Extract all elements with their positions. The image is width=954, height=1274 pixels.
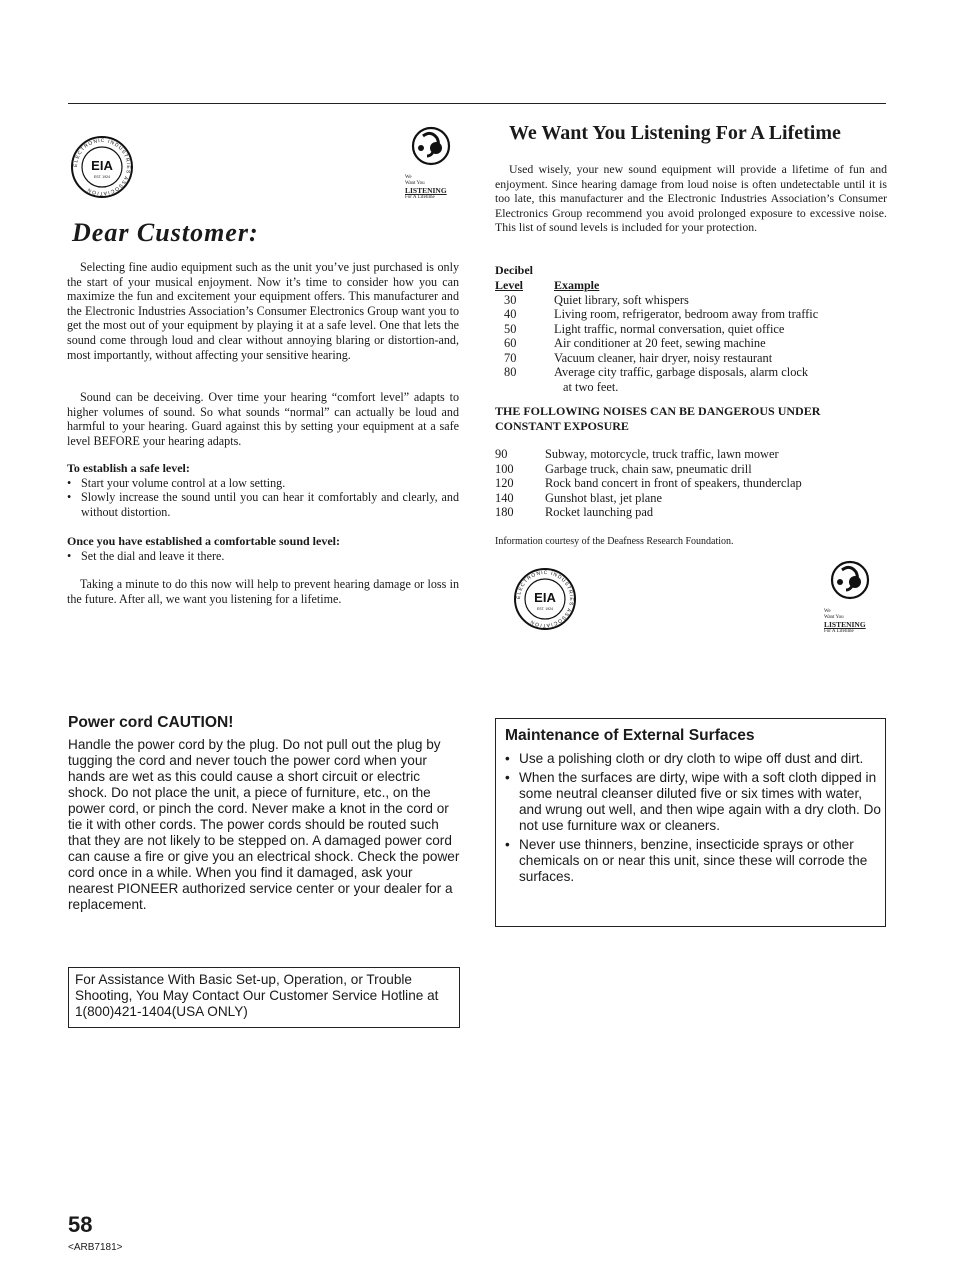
- ear-headphones-icon: [405, 126, 457, 170]
- list-item: • Set the dial and leave it there.: [67, 549, 459, 564]
- intro-paragraph: Selecting fine audio equipment such as the unit you’ve just purchased is only the start of your musical enjoyment. Now it’s time to consider how you can maximize the fun and excitement your equipment offers. This manufacturer and the Electronic Industries Association’s Consumer Electronics Group want you to get the most out of your equipment by playing it at a safe level. One that lets the sound come through loud and clear without annoying blaring or distortion-and, most importantly, without affecting your sensitive hearing.: [67, 260, 459, 362]
- comfortable-level-section: [67, 534, 459, 563]
- svg-text:EIA: EIA: [534, 590, 556, 605]
- table-row: 40 Living room, refrigerator, bedroom away from traffic: [504, 307, 819, 321]
- danger-table: [495, 447, 887, 520]
- page-number: 58: [68, 1212, 93, 1237]
- assistance-box: [68, 967, 460, 1028]
- safe-level-section: [67, 461, 459, 519]
- safe-level-heading: To establish a safe level:: [67, 461, 190, 475]
- top-rule: [68, 103, 886, 104]
- power-cord-body: Handle the power cord by the plug. Do not pull out the plug by tugging the cord and never touch the power cord when your hands are wet as this could cause a short circuit or electric shock. Do not place the unit, a piece of furniture, etc., on the power cord, or pinch the cord. Never make a knot in the cord or tie it with other cords. The power cords should be routed such that they are not likely to be stepped on. A damaged power cord can cause a fire or give you an electrical shock. Check the power cord once in a while. When you find it damaged, ask your nearest PIONEER authorized service center or your dealer for a replacement.: [68, 737, 460, 912]
- ear-headphones-icon: [824, 560, 876, 604]
- list-item: • Slowly increase the sound until you can hear it comfortably and clearly, and without distortion.: [67, 490, 459, 519]
- table-row: 80 Average city traffic, garbage disposals, alarm clock: [504, 365, 809, 379]
- table-row: 60 Air conditioner at 20 feet, sewing machine: [504, 336, 766, 350]
- table-row: 70 Vacuum cleaner, hair dryer, noisy restaurant: [504, 350, 773, 365]
- maintenance-title: Maintenance of External Surfaces: [505, 727, 755, 744]
- table-row: 30 Quiet library, soft whispers: [504, 292, 689, 307]
- document-id: <ARB7181>: [68, 1242, 123, 1253]
- lifetime-intro: Used wisely, your new sound equipment will provide a lifetime of fun and enjoyment. Since hearing damage from loud noise is often undetectable until it is too late, this manufacturer and the Electronic Industries Association’s Consumer Electronics Group recommend you avoid prolonged exposure to excessive noise. This list of sound levels is included for your protection.: [495, 162, 887, 234]
- lifetime-title: We Want You Listening For A Lifetime: [509, 122, 841, 144]
- eia-logo: [514, 568, 576, 630]
- level-header: Level: [495, 278, 523, 292]
- list-item: • Never use thinners, benzine, insecticide sprays or other chemicals on or near this unit, since these will corrode the surfaces.: [505, 837, 883, 885]
- table-row: 100 Garbage truck, chain saw, pneumatic drill: [495, 461, 752, 476]
- list-item: • Use a polishing cloth or dry cloth to wipe off dust and dirt.: [505, 751, 883, 767]
- eia-logo: [71, 136, 133, 198]
- courtesy-note: Information courtesy of the Deafness Research Foundation.: [495, 536, 734, 547]
- decibel-table: [495, 263, 887, 394]
- danger-heading: THE FOLLOWING NOISES CAN BE DANGEROUS UNDER CONSTANT EXPOSURE: [495, 404, 821, 433]
- svg-text:ELECTRONIC INDUSTRIES ASSOCIAT: ELECTRONIC INDUSTRIES ASSOCIATION: [515, 569, 575, 629]
- svg-text:EST. 1924: EST. 1924: [93, 175, 111, 179]
- dear-customer-heading: Dear Customer:: [72, 218, 259, 247]
- svg-text:EST. 1924: EST. 1924: [536, 607, 554, 611]
- list-item: • Start your volume control at a low setting.: [67, 476, 459, 491]
- svg-text:ELECTRONIC INDUSTRIES ASSOCIAT: ELECTRONIC INDUSTRIES ASSOCIATION: [72, 137, 132, 197]
- table-row: at two feet.: [563, 379, 619, 394]
- closing-paragraph: Taking a minute to do this now will help to prevent hearing damage or loss in the future. After all, we want you listening for a lifetime.: [67, 577, 459, 606]
- listening-logo: We Want You LISTENING For A Lifetime: [405, 126, 457, 196]
- deceiving-paragraph: Sound can be deceiving. Over time your hearing “comfort level” adapts to higher volumes of sound. So what sounds “normal” can actually be loud and harmful to your hearing. Guard against this by setting your equipment at a safe level BEFORE your hearing adapts.: [67, 390, 459, 448]
- listening-logo: We Want You LISTENING For A Lifetime: [824, 560, 876, 630]
- table-row: 50 Light traffic, normal conversation, quiet office: [504, 321, 785, 336]
- decibel-header: Decibel: [495, 263, 533, 277]
- table-row: 90 Subway, motorcycle, truck traffic, lawn mower: [495, 447, 779, 461]
- power-cord-title: Power cord CAUTION!: [68, 714, 234, 731]
- example-header: Example: [554, 278, 600, 292]
- table-row: 120 Rock band concert in front of speakers, thunderclap: [495, 476, 802, 490]
- assistance-text: For Assistance With Basic Set-up, Operation, or Trouble Shooting, You May Contact Our Customer Service Hotline at 1(800)421-1404(USA ONLY): [75, 972, 439, 1019]
- table-row: 140 Gunshot blast, jet plane: [495, 490, 663, 505]
- table-row: 180 Rocket launching pad: [495, 505, 654, 519]
- maintenance-list: [505, 751, 883, 888]
- comfortable-level-heading: Once you have established a comfortable sound level:: [67, 534, 340, 548]
- svg-text:EIA: EIA: [91, 158, 113, 173]
- list-item: • When the surfaces are dirty, wipe with a soft cloth dipped in some neutral cleanser diluted five or six times with water, and wrung out well, and then wipe again with a dry cloth. Do not use furniture wax or cleaners.: [505, 770, 883, 834]
